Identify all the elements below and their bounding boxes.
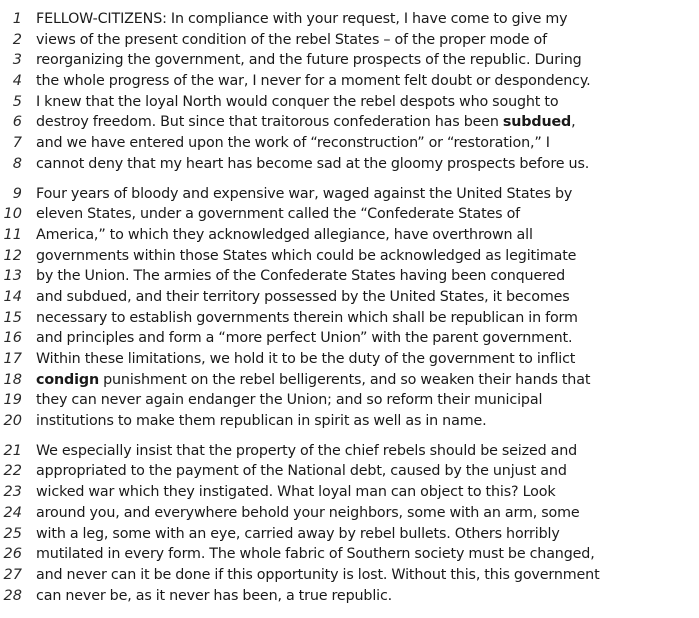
text-segment: Four years of bloody and expensive war, waged against the United States by [36, 185, 573, 202]
line-text [36, 112, 576, 133]
paragraph [0, 441, 699, 607]
line-text [36, 482, 555, 503]
text-line [0, 544, 699, 565]
line-text [36, 370, 590, 391]
text-segment: appropriated to the payment of the National debt, caused by the unjust and [36, 463, 567, 480]
paragraph [0, 9, 699, 175]
text-line [0, 266, 699, 287]
line-text [36, 349, 575, 370]
text-line [0, 565, 699, 586]
text-line [0, 30, 699, 51]
text-segment: views of the present condition of the rebel States – of the proper mode of [36, 31, 547, 48]
line-text [36, 524, 560, 545]
text-segment: and never can it be done if this opportunity is lost. Without this, this government [36, 566, 600, 583]
text-line [0, 92, 699, 113]
text-segment: mutilated in every form. The whole fabric of Southern society must be changed, [36, 546, 595, 563]
line-text [36, 50, 582, 71]
text-segment: reorganizing the government, and the future prospects of the republic. During [36, 52, 582, 69]
text-line [0, 441, 699, 462]
text-segment: America,” to which they acknowledged allegiance, have overthrown all [36, 226, 533, 243]
line-number: 21 [3, 442, 22, 459]
text-line [0, 112, 699, 133]
text-line [0, 328, 699, 349]
line-text [36, 225, 533, 246]
text-line [0, 225, 699, 246]
text-line [0, 50, 699, 71]
text-line [0, 461, 699, 482]
line-text [36, 586, 392, 607]
line-number: 14 [3, 288, 22, 305]
line-number: 6 [12, 114, 22, 131]
line-text [36, 154, 589, 175]
text-segment: destroy freedom. But since that traitorous confederation has been [36, 114, 503, 131]
text-line [0, 349, 699, 370]
bold-term: subdued [502, 114, 572, 131]
text-segment: We especially insist that the property of the chief rebels should be seized and [36, 442, 578, 459]
line-text [36, 411, 487, 432]
text-segment: and principles and form a “more perfect Union” with the parent government. [36, 330, 573, 347]
line-text [36, 461, 567, 482]
line-number: 4 [12, 73, 22, 90]
line-number: 12 [3, 247, 22, 264]
document-passage [0, 9, 699, 606]
line-text [36, 266, 565, 287]
line-text [36, 30, 547, 51]
line-text [36, 184, 572, 205]
text-segment: punishment on the rebel belligerents, and so weaken their hands that [98, 371, 591, 388]
text-segment: can never be, as it never has been, a true republic. [36, 587, 393, 604]
line-text [36, 441, 577, 462]
text-line [0, 370, 699, 391]
text-line [0, 524, 699, 545]
text-line [0, 482, 699, 503]
text-line [0, 154, 699, 175]
line-number: 27 [3, 566, 22, 583]
bold-term: condign [36, 371, 99, 388]
line-number: 20 [3, 413, 22, 430]
text-line [0, 503, 699, 524]
line-number: 13 [3, 268, 22, 285]
line-number: 8 [12, 155, 22, 172]
line-text [36, 565, 600, 586]
line-number: 25 [3, 525, 22, 542]
line-text [36, 390, 542, 411]
paragraph [0, 184, 699, 432]
line-text [36, 133, 550, 154]
text-segment: FELLOW-CITIZENS: In compliance with your request, I have come to give my [36, 11, 568, 27]
text-line [0, 287, 699, 308]
text-segment: eleven States, under a government called the “Confederate States of [36, 206, 521, 223]
text-segment: and we have entered upon the work of “reconstruction” or “restoration,” I [36, 135, 550, 152]
text-line [0, 71, 699, 92]
text-segment: , [571, 114, 576, 131]
text-segment: around you, and everywhere behold your neighbors, some with an arm, some [36, 504, 580, 521]
line-number: 11 [3, 226, 22, 243]
line-number: 18 [3, 371, 22, 388]
line-text [36, 308, 578, 329]
text-segment: necessary to establish governments therein which shall be republican in form [36, 309, 578, 326]
text-segment: with a leg, some with an eye, carried away by rebel bullets. Others horribly [36, 525, 560, 542]
line-number: 7 [12, 135, 22, 152]
line-text [36, 503, 580, 524]
text-line [0, 133, 699, 154]
line-text [36, 544, 595, 565]
line-text [36, 71, 591, 92]
line-number: 17 [3, 351, 22, 367]
line-number: 5 [12, 93, 22, 110]
text-line [0, 390, 699, 411]
text-segment: wicked war which they instigated. What loyal man can object to this? Look [36, 484, 556, 501]
text-segment: I knew that the loyal North would conquer the rebel despots who sought to [36, 93, 559, 110]
line-number: 22 [3, 463, 22, 480]
text-segment: and subdued, and their territory possessed by the United States, it becomes [36, 288, 570, 305]
line-number: 28 [3, 587, 22, 604]
line-number: 24 [3, 504, 22, 521]
line-number: 10 [3, 206, 22, 223]
text-line [0, 586, 699, 607]
line-number: 1 [12, 11, 22, 27]
text-segment: by the Union. The armies of the Confederate States having been conquered [36, 268, 566, 285]
line-number: 19 [3, 392, 22, 409]
text-segment: institutions to make them republican in spirit as well as in name. [36, 413, 487, 430]
text-segment: the whole progress of the war, I never for a moment felt doubt or despondency. [36, 73, 591, 90]
line-number: 2 [12, 31, 22, 48]
text-line [0, 308, 699, 329]
line-text [36, 246, 576, 267]
text-line [0, 246, 699, 267]
line-text [36, 328, 572, 349]
text-segment: they can never again endanger the Union; and so reform their municipal [36, 392, 543, 409]
text-segment: Within these limitations, we hold it to be the duty of the government to inflict [36, 351, 576, 367]
line-number: 3 [12, 52, 22, 69]
text-line [0, 9, 699, 30]
line-number: 23 [3, 484, 22, 501]
line-text [36, 92, 558, 113]
line-text [36, 9, 567, 30]
line-number: 16 [3, 330, 22, 347]
line-number: 15 [3, 309, 22, 326]
text-line [0, 204, 699, 225]
line-number: 9 [12, 185, 22, 202]
line-number: 26 [3, 546, 22, 563]
line-text [36, 287, 570, 308]
text-segment: governments within those States which could be acknowledged as legitimate [36, 247, 577, 264]
text-segment: cannot deny that my heart has become sad at the gloomy prospects before us. [36, 155, 590, 172]
text-line [0, 411, 699, 432]
line-text [36, 204, 520, 225]
text-line [0, 184, 699, 205]
